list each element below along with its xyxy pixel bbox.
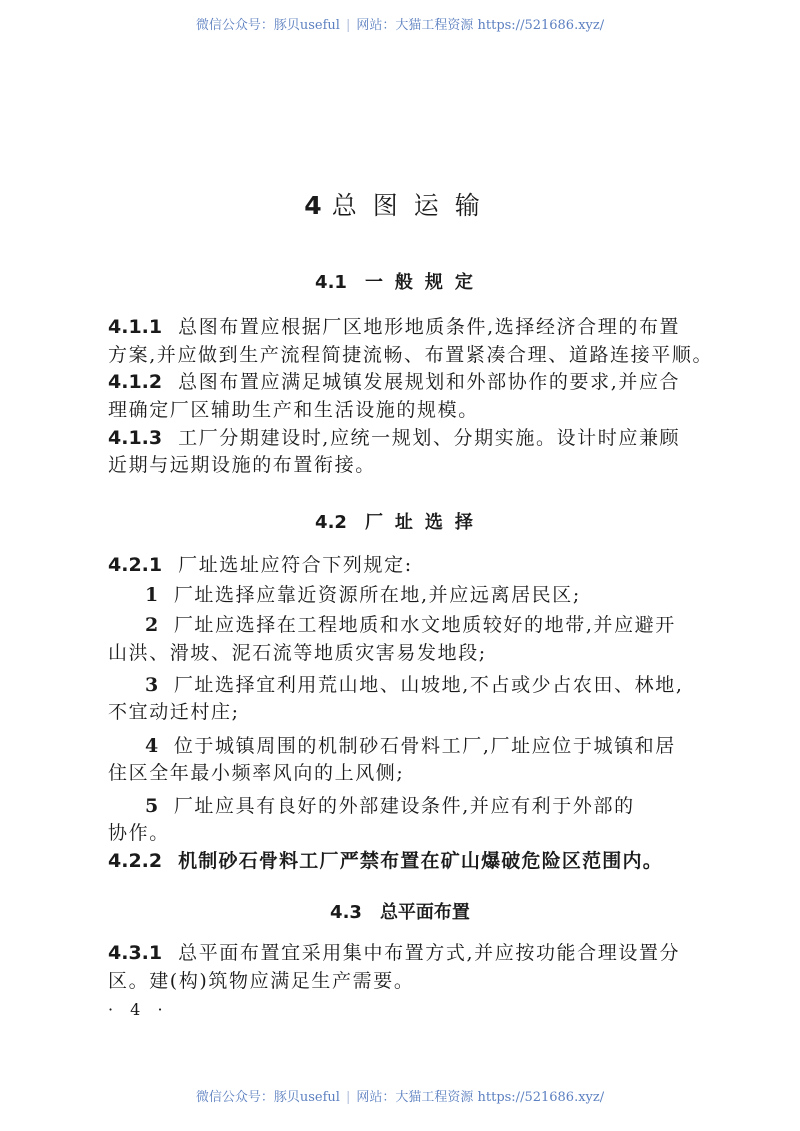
- item-text: 协作。: [108, 822, 170, 844]
- list-item: [145, 582, 680, 608]
- clause-number: 4.1.1: [108, 316, 163, 338]
- clause-line: [108, 314, 680, 340]
- item-text: 厂址选择宜利用荒山地、山坡地,不占或少占农田、林地,: [173, 674, 684, 696]
- continuation-line: [108, 342, 714, 368]
- section-name: 一般规定: [364, 272, 485, 293]
- continuation-line: [108, 699, 680, 725]
- list-item: [145, 612, 680, 638]
- clause-text: 区。建(构)筑物应满足生产需要。: [108, 970, 415, 992]
- chapter-name: 总图运输: [331, 191, 496, 220]
- continuation-line: [108, 452, 680, 478]
- continuation-line: [108, 640, 680, 666]
- item-number: 1: [145, 584, 160, 606]
- section-heading-4-2: [0, 508, 800, 534]
- item-text: 不宜动迁村庄;: [108, 701, 240, 723]
- watermark-separator: |: [345, 1090, 351, 1105]
- clause-number: 4.3.1: [108, 942, 163, 964]
- item-text: 位于城镇周围的机制砂石骨料工厂,厂址应位于城镇和居: [173, 735, 676, 757]
- watermark-website: 网站：大猫工程资源 https://521686.xyz/: [356, 1090, 605, 1105]
- clause-line: [108, 940, 680, 966]
- section-number: 4.3: [330, 902, 362, 923]
- chapter-number: 4: [304, 191, 322, 220]
- section-heading-4-3: [0, 898, 800, 924]
- clause-line-mandatory: [108, 848, 680, 874]
- continuation-line: [108, 760, 680, 786]
- page-number: · 4 ·: [108, 1000, 169, 1019]
- continuation-line: [108, 968, 680, 994]
- clause-text: 近期与远期设施的布置衔接。: [108, 454, 376, 476]
- watermark-bottom: [0, 1086, 800, 1105]
- item-number: 2: [145, 614, 160, 636]
- clause-text: 厂址选址应符合下列规定:: [178, 554, 413, 576]
- clause-text: 工厂分期建设时,应统一规划、分期实施。设计时应兼顾: [178, 427, 681, 449]
- item-text: 厂址应选择在工程地质和水文地质较好的地带,并应避开: [173, 614, 676, 636]
- watermark-website: 网站：大猫工程资源 https://521686.xyz/: [356, 18, 605, 33]
- clause-number: 4.2.1: [108, 554, 163, 576]
- chapter-title: [0, 186, 800, 222]
- item-number: 3: [145, 674, 160, 696]
- watermark-wechat: 微信公众号：豚贝useful: [195, 1090, 340, 1105]
- section-number: 4.2: [315, 512, 347, 533]
- clause-text: 方案,并应做到生产流程简捷流畅、布置紧凑合理、道路连接平顺。: [108, 344, 714, 366]
- clause-number: 4.1.3: [108, 427, 163, 449]
- watermark-top: [0, 14, 800, 33]
- clause-text: 总图布置应根据厂区地形地质条件,选择经济合理的布置: [178, 316, 681, 338]
- section-number: 4.1: [315, 272, 347, 293]
- item-text: 厂址选择应靠近资源所在地,并应远离居民区;: [173, 584, 581, 606]
- clause-text: 机制砂石骨料工厂严禁布置在矿山爆破危险区范围内。: [178, 850, 663, 872]
- section-name: 厂址选择: [364, 512, 485, 533]
- continuation-line: [108, 397, 680, 423]
- continuation-line: [108, 820, 680, 846]
- clause-line: [108, 552, 680, 578]
- clause-number: 4.1.2: [108, 371, 163, 393]
- watermark-wechat: 微信公众号：豚贝useful: [195, 18, 340, 33]
- clause-line: [108, 425, 680, 451]
- section-name: 总平面布置: [379, 902, 470, 923]
- list-item: [145, 793, 680, 819]
- list-item: [145, 672, 684, 698]
- list-item: [145, 733, 680, 759]
- item-text: 厂址应具有良好的外部建设条件,并应有利于外部的: [173, 795, 635, 817]
- watermark-separator: |: [345, 18, 351, 33]
- item-text: 山洪、滑坡、泥石流等地质灾害易发地段;: [108, 642, 487, 664]
- clause-text: 总图布置应满足城镇发展规划和外部协作的要求,并应合: [178, 371, 681, 393]
- item-number: 5: [145, 795, 160, 817]
- clause-number: 4.2.2: [108, 850, 163, 872]
- item-text: 住区全年最小频率风向的上风侧;: [108, 762, 405, 784]
- section-heading-4-1: [0, 268, 800, 294]
- clause-line: [108, 369, 680, 395]
- item-number: 4: [145, 735, 160, 757]
- clause-text: 总平面布置宜采用集中布置方式,并应按功能合理设置分: [178, 942, 681, 964]
- clause-text: 理确定厂区辅助生产和生活设施的规模。: [108, 399, 479, 421]
